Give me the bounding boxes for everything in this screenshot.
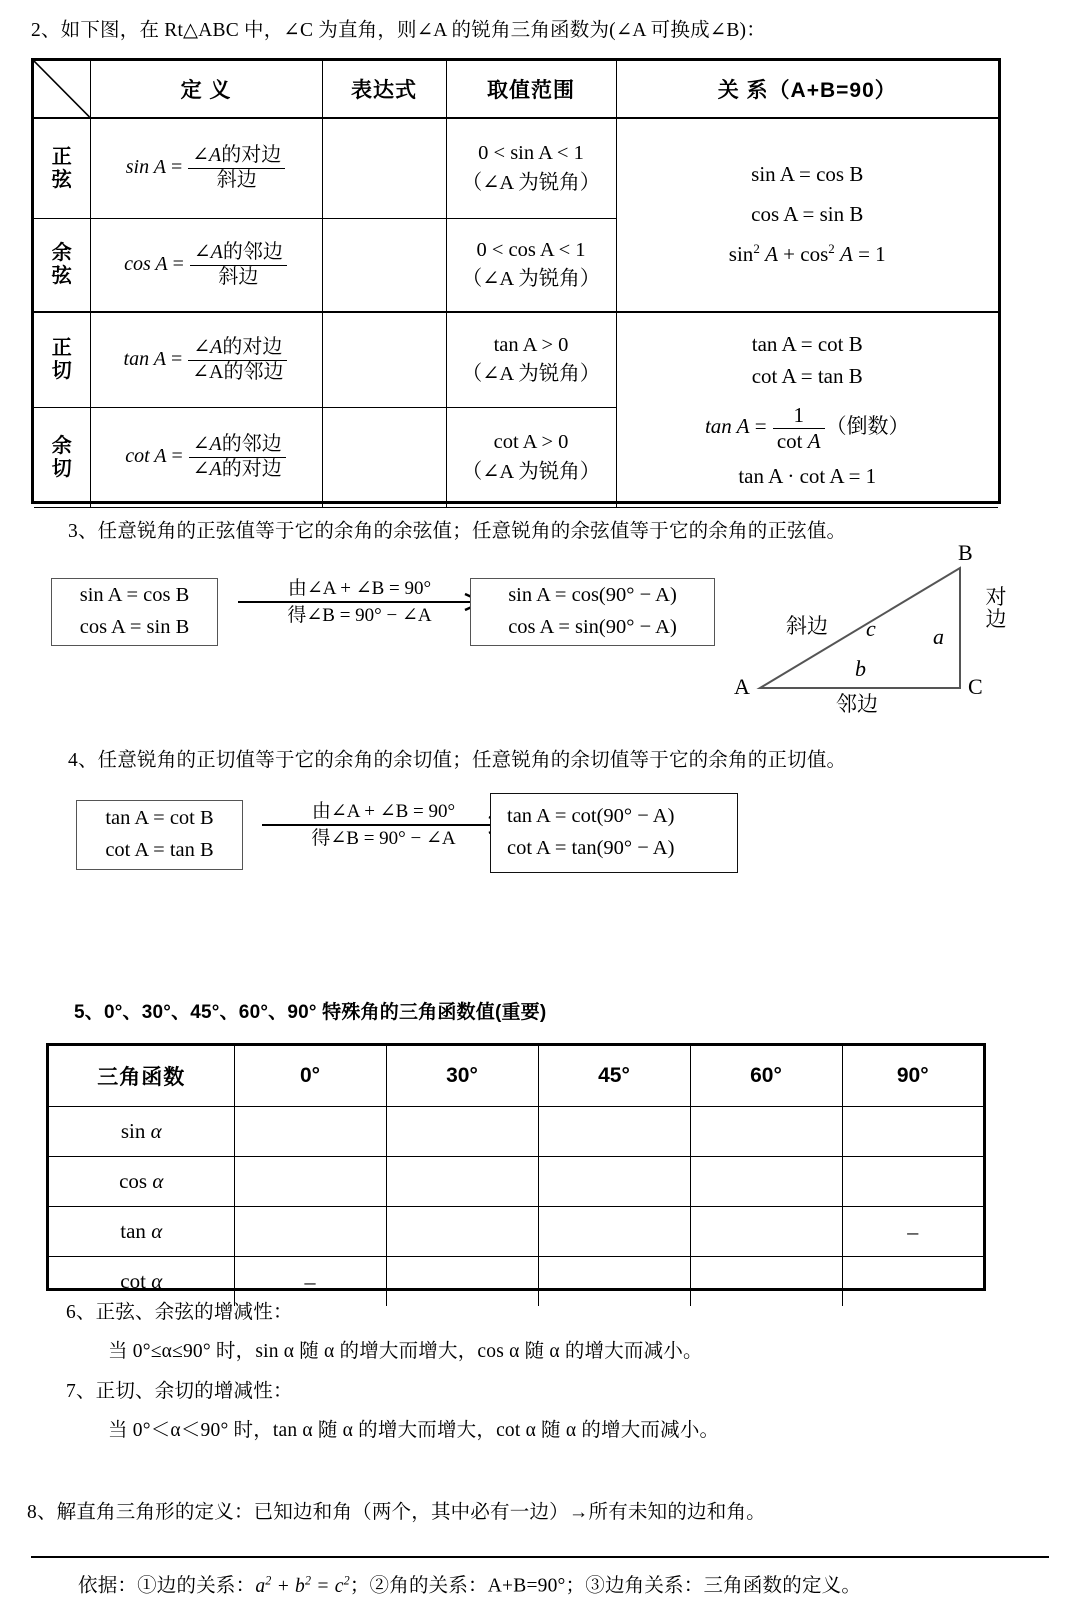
section4-box-left-line1: tan A = cot B (105, 807, 214, 830)
triangle-label-adjacent: 邻边 (836, 692, 878, 716)
special-header-45deg: 45° (538, 1046, 690, 1107)
special-cos-60 (690, 1157, 842, 1207)
definition-tangent: tan A = $\frac{\text{∠A的对边}}{\text{∠A的邻边}}$ (90, 312, 322, 408)
section8-basis-mid: ；②角的关系：A+B=90°；③边角关系：三角函数的定义。 (349, 1575, 862, 1597)
section3-heading: 3、任意锐角的正弦值等于它的余角的余弦值；任意锐角的余弦值等于它的余角的正弦值。 (68, 521, 847, 542)
section8-basis-formula: $a^2 + b^2 = c^2$ (255, 1573, 350, 1597)
special-fn-tan: tan α (49, 1207, 234, 1257)
special-cot-90 (842, 1257, 983, 1307)
section3-box-left-line1: sin A = cos B (79, 584, 190, 607)
row-label-cosine: 余 弦 (34, 219, 90, 313)
table-row-sine (34, 118, 998, 219)
range-sine (446, 118, 616, 219)
triangle-vertex-b: B (958, 540, 973, 565)
triangle-vertex-c: C (968, 674, 983, 699)
triangle-vertex-a: A (734, 674, 750, 699)
header-definition: 定 义 (90, 61, 322, 118)
relation-tangent-cotangent (616, 312, 998, 508)
relation-lower-4: tan A · cot A = 1 (738, 463, 877, 488)
triangle-side-a: a (933, 624, 944, 649)
table-header-row (34, 61, 998, 118)
expression-cotangent (322, 408, 446, 508)
special-header-function: 三角函数 (49, 1046, 234, 1107)
section6-heading: 6、正弦、余弦的增减性： (66, 1302, 293, 1323)
section3-box-right-line1: sin A = cos(90° − A) (508, 584, 677, 607)
section8-basis (78, 1572, 861, 1600)
special-angles-table (46, 1043, 986, 1294)
section3-arrow-bottom-label: 得∠B = 90° − ∠A (287, 605, 432, 627)
section3-box-right (470, 578, 715, 646)
special-sin-60 (690, 1107, 842, 1157)
triangle-side-b: b (855, 656, 866, 681)
special-row-tan (49, 1207, 983, 1257)
expression-tangent (322, 312, 446, 408)
section2-heading-text: 如下图，在 Rt△ABC 中，∠C 为直角，则∠A 的锐角三角函数为(∠A 可换成∠B)： (60, 20, 766, 41)
relation-upper-3: $\sin^2 A + \cos^2 A = 1$ (728, 240, 886, 266)
range-tangent (446, 312, 616, 408)
row-label-cotangent: 余 切 (34, 408, 90, 508)
special-sin-45 (538, 1107, 690, 1157)
range-sine-line2: （∠A 为锐角） (461, 171, 601, 194)
special-tan-30 (386, 1207, 538, 1257)
special-header-0deg: 0° (234, 1046, 386, 1107)
triangle-side-c: c (866, 616, 876, 641)
relation-upper-1: sin A = cos B (751, 162, 864, 187)
special-angles-header-row (49, 1046, 983, 1107)
special-sin-0 (234, 1107, 386, 1157)
section2-heading-number: 2、 (31, 20, 61, 41)
diagonal-line-icon (34, 61, 90, 117)
relation-lower-3: tan A = $\frac{1}{\text{cot A}}$ （倒数） (704, 403, 910, 453)
special-cos-30 (386, 1157, 538, 1207)
right-triangle-diagram (730, 540, 1060, 716)
range-sine-line1: 0 < sin A < 1 (478, 142, 584, 165)
special-cot-60 (690, 1257, 842, 1307)
section7-heading: 7、正切、余切的增减性： (66, 1381, 293, 1402)
special-header-30deg: 30° (386, 1046, 538, 1107)
relation-lower-1: tan A = cot B (751, 331, 863, 356)
triangle-shape (730, 550, 1060, 715)
section3-box-left-line2: cos A = sin B (79, 616, 190, 638)
special-cos-0 (234, 1157, 386, 1207)
definition-cotangent: cot A = $\frac{\text{∠A的邻边}}{\text{∠A的对边}}$ (90, 408, 322, 508)
section3-implication-arrow (238, 577, 481, 629)
range-cosine-line1: 0 < cos A < 1 (476, 238, 586, 261)
relation-lower-2: cot A = tan B (751, 364, 863, 389)
section4-box-right (490, 793, 738, 873)
special-header-90deg: 90° (842, 1046, 983, 1107)
range-cosine-line2: （∠A 为锐角） (461, 268, 601, 290)
range-cotangent (446, 408, 616, 508)
special-row-sin (49, 1107, 983, 1157)
section4-heading: 4、任意锐角的正切值等于它的余角的余切值；任意锐角的余切值等于它的余角的正切值。 (68, 750, 847, 771)
section4-box-right-line1: tan A = cot(90° − A) (507, 805, 675, 828)
range-cosine (446, 219, 616, 313)
section6-body: 当 0°≤α≤90° 时，sin α 随 α 的增大而增大，cos α 随 α 的增大而减小。 (108, 1341, 703, 1362)
definition-cosine: cos A = $\frac{\text{∠A的邻边}}{\text{斜边}}$ (90, 219, 322, 313)
range-tangent-line1: tan A > 0 (493, 333, 569, 356)
special-row-cos (49, 1157, 983, 1207)
special-tan-45 (538, 1207, 690, 1257)
special-header-60deg: 60° (690, 1046, 842, 1107)
range-cotangent-line2: （∠A 为锐角） (461, 460, 601, 483)
special-sin-90 (842, 1107, 983, 1157)
relation-sine-cosine (616, 118, 998, 312)
row-label-tangent: 正 切 (34, 312, 90, 408)
section4-arrow-top-label: 由∠A + ∠B = 90° (311, 801, 456, 822)
corner-diagonal-cell (34, 61, 90, 118)
header-range: 取值范围 (446, 61, 616, 118)
special-tan-60 (690, 1207, 842, 1257)
header-expression: 表达式 (322, 61, 446, 118)
section4-arrow-bottom-label: 得∠B = 90° − ∠A (311, 828, 456, 850)
section4-implication-arrow (262, 800, 505, 852)
horizontal-divider (31, 1556, 1049, 1558)
section3-box-right-line2: cos A = sin(90° − A) (508, 616, 677, 638)
triangle-label-opposite: 对 边 (985, 585, 1007, 632)
section4-box-left (76, 800, 243, 870)
special-cot-45 (538, 1257, 690, 1307)
expression-cosine (322, 219, 446, 313)
section8-basis-prefix: 依据：①边的关系： (78, 1575, 256, 1597)
special-cot-30 (386, 1257, 538, 1307)
expression-sine (322, 118, 446, 219)
section4-box-left-line2: cot A = tan B (105, 839, 214, 861)
range-cotangent-line1: cot A > 0 (493, 431, 569, 454)
section8-heading: 8、解直角三角形的定义：已知边和角（两个，其中必有一边）→所有未知的边和角。 (27, 1502, 766, 1523)
special-tan-0 (234, 1207, 386, 1257)
section3-box-left (51, 578, 218, 646)
section4-box-right-line2: cot A = tan(90° − A) (507, 837, 675, 859)
table-row-tangent (34, 312, 998, 408)
special-row-cot (49, 1257, 983, 1307)
special-fn-cos: cos α (49, 1157, 234, 1207)
special-tan-90: – (842, 1207, 983, 1257)
special-cos-45 (538, 1157, 690, 1207)
definition-sine: sin A = $\frac{\text{∠A的对边}}{\text{斜边}}$ (90, 118, 322, 219)
header-relation: 关 系（A+B=90） (616, 61, 998, 118)
section7-body: 当 0°＜α＜90° 时，tan α 随 α 的增大而增大，cot α 随 α 的增大而减小。 (108, 1420, 720, 1441)
section3-arrow-top-label: 由∠A + ∠B = 90° (287, 578, 432, 599)
range-tangent-line2: （∠A 为锐角） (461, 363, 601, 385)
trig-definition-table (31, 58, 1001, 504)
row-label-sine: 正 弦 (34, 118, 90, 219)
special-cot-0: – (234, 1257, 386, 1307)
section5-heading: 5、0°、30°、45°、60°、90° 特殊角的三角函数值(重要) (74, 1002, 547, 1023)
special-fn-sin: sin α (49, 1107, 234, 1157)
relation-upper-2: cos A = sin B (751, 202, 864, 227)
special-cos-90 (842, 1157, 983, 1207)
section2-heading (31, 18, 766, 44)
special-sin-30 (386, 1107, 538, 1157)
triangle-label-hypotenuse: 斜边 (786, 614, 828, 638)
special-fn-cot: cot α (49, 1257, 234, 1307)
